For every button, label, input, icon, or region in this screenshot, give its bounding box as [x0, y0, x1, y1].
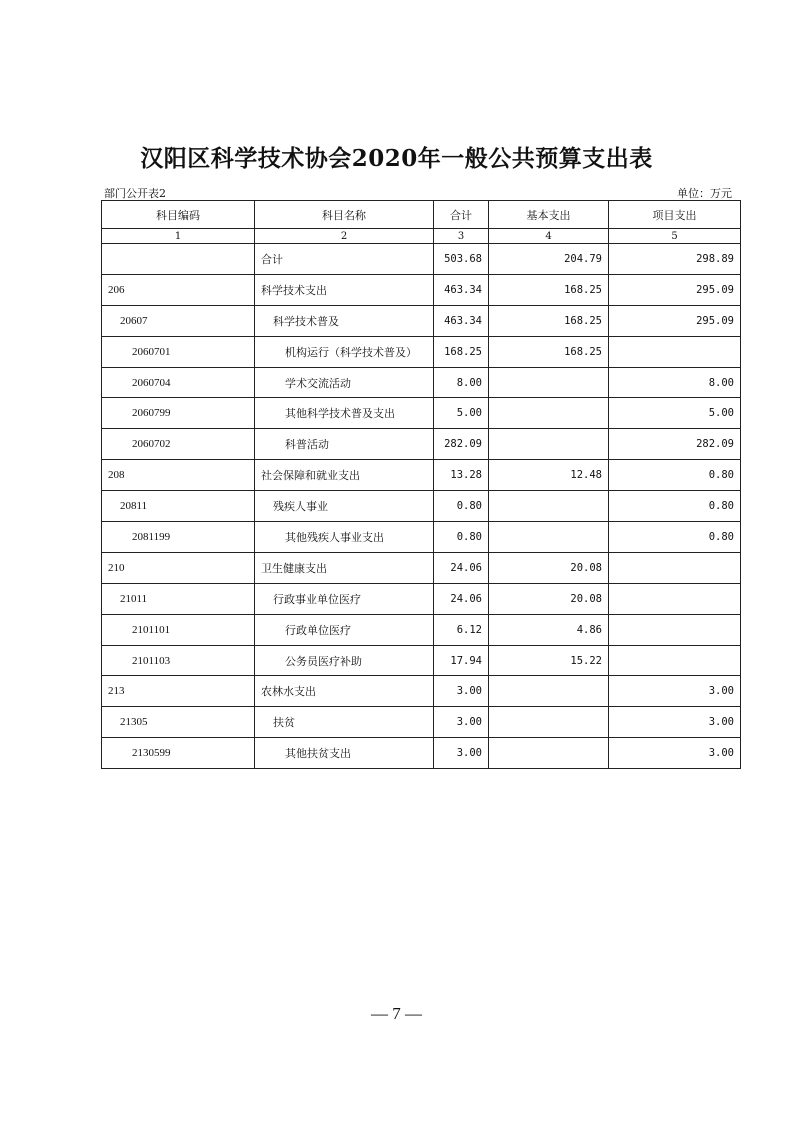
cell-total: 503.68: [434, 244, 489, 275]
header-name: 科目名称: [255, 201, 434, 229]
budget-table: [101, 200, 741, 769]
cell-project: 295.09: [609, 305, 741, 336]
cell-code: 2060702: [102, 429, 255, 460]
cell-code: 210: [102, 552, 255, 583]
cell-project: 0.80: [609, 460, 741, 491]
cell-total: 0.80: [434, 491, 489, 522]
table-body: [102, 244, 741, 769]
cell-project: 5.00: [609, 398, 741, 429]
cell-total: 3.00: [434, 707, 489, 738]
cell-code: 206: [102, 274, 255, 305]
cell-name: 其他扶贫支出: [255, 738, 434, 769]
header-project: 项目支出: [609, 201, 741, 229]
cell-basic: 12.48: [489, 460, 609, 491]
cell-name: 科普活动: [255, 429, 434, 460]
table-row: [102, 336, 741, 367]
cell-code: [102, 244, 255, 275]
header-index: 5: [609, 229, 741, 244]
cell-total: 3.00: [434, 676, 489, 707]
table-row: [102, 305, 741, 336]
table-row: [102, 552, 741, 583]
cell-total: 0.80: [434, 522, 489, 553]
cell-basic: [489, 367, 609, 398]
table-row: [102, 614, 741, 645]
cell-code: 2081199: [102, 522, 255, 553]
cell-basic: [489, 522, 609, 553]
cell-project: [609, 645, 741, 676]
cell-name: 残疾人事业: [255, 491, 434, 522]
cell-total: 463.34: [434, 305, 489, 336]
table-row: [102, 429, 741, 460]
cell-code: 2101101: [102, 614, 255, 645]
table-row: [102, 460, 741, 491]
header-index: 2: [255, 229, 434, 244]
cell-name: 学术交流活动: [255, 367, 434, 398]
table-row: [102, 738, 741, 769]
cell-basic: [489, 738, 609, 769]
cell-code: 20607: [102, 305, 255, 336]
cell-name: 机构运行（科学技术普及）: [255, 336, 434, 367]
cell-basic: [489, 491, 609, 522]
cell-project: 8.00: [609, 367, 741, 398]
cell-project: [609, 336, 741, 367]
cell-name: 社会保障和就业支出: [255, 460, 434, 491]
cell-project: 0.80: [609, 491, 741, 522]
table-row: [102, 491, 741, 522]
cell-name: 其他残疾人事业支出: [255, 522, 434, 553]
table-row: [102, 645, 741, 676]
cell-total: 5.00: [434, 398, 489, 429]
cell-code: 2060701: [102, 336, 255, 367]
cell-total: 24.06: [434, 552, 489, 583]
header-total: 合计: [434, 201, 489, 229]
table-row: [102, 522, 741, 553]
cell-project: [609, 614, 741, 645]
header-index: 1: [102, 229, 255, 244]
cell-name: 公务员医疗补助: [255, 645, 434, 676]
cell-project: [609, 552, 741, 583]
table-row: [102, 398, 741, 429]
cell-project: 298.89: [609, 244, 741, 275]
cell-name: 行政单位医疗: [255, 614, 434, 645]
header-index: 4: [489, 229, 609, 244]
cell-code: 21305: [102, 707, 255, 738]
cell-code: 208: [102, 460, 255, 491]
cell-project: 3.00: [609, 707, 741, 738]
header-row: [102, 201, 741, 229]
cell-total: 13.28: [434, 460, 489, 491]
cell-name: 合计: [255, 244, 434, 275]
cell-total: 463.34: [434, 274, 489, 305]
table-row: [102, 274, 741, 305]
cell-code: 20811: [102, 491, 255, 522]
unit-label: 单位：万元: [677, 187, 732, 200]
table-row: [102, 707, 741, 738]
cell-code: 2060799: [102, 398, 255, 429]
cell-basic: 4.86: [489, 614, 609, 645]
cell-project: 3.00: [609, 738, 741, 769]
cell-basic: 20.08: [489, 583, 609, 614]
cell-project: 295.09: [609, 274, 741, 305]
cell-total: 17.94: [434, 645, 489, 676]
cell-code: 2130599: [102, 738, 255, 769]
cell-basic: 204.79: [489, 244, 609, 275]
cell-name: 科学技术支出: [255, 274, 434, 305]
cell-basic: 168.25: [489, 305, 609, 336]
cell-basic: [489, 707, 609, 738]
page-title: 汉阳区科学技术协会2020年一般公共预算支出表: [140, 145, 653, 172]
table-row: [102, 676, 741, 707]
cell-project: 3.00: [609, 676, 741, 707]
cell-basic: [489, 429, 609, 460]
cell-total: 24.06: [434, 583, 489, 614]
cell-basic: 15.22: [489, 645, 609, 676]
cell-total: 168.25: [434, 336, 489, 367]
cell-code: 213: [102, 676, 255, 707]
header-basic: 基本支出: [489, 201, 609, 229]
cell-name: 农林水支出: [255, 676, 434, 707]
cell-total: 282.09: [434, 429, 489, 460]
cell-name: 行政事业单位医疗: [255, 583, 434, 614]
cell-basic: 168.25: [489, 274, 609, 305]
cell-total: 6.12: [434, 614, 489, 645]
cell-total: 3.00: [434, 738, 489, 769]
header-index-row: [102, 229, 741, 244]
cell-project: 0.80: [609, 522, 741, 553]
cell-basic: 168.25: [489, 336, 609, 367]
page-number: — 7 —: [371, 1004, 422, 1023]
cell-basic: [489, 676, 609, 707]
table-row: [102, 583, 741, 614]
cell-basic: 20.08: [489, 552, 609, 583]
cell-name: 其他科学技术普及支出: [255, 398, 434, 429]
cell-project: 282.09: [609, 429, 741, 460]
cell-code: 2060704: [102, 367, 255, 398]
cell-project: [609, 583, 741, 614]
cell-name: 科学技术普及: [255, 305, 434, 336]
cell-total: 8.00: [434, 367, 489, 398]
cell-name: 卫生健康支出: [255, 552, 434, 583]
header-code: 科目编码: [102, 201, 255, 229]
cell-name: 扶贫: [255, 707, 434, 738]
header-index: 3: [434, 229, 489, 244]
table-row: [102, 244, 741, 275]
table-label: 部门公开表2: [104, 187, 166, 200]
table-row: [102, 367, 741, 398]
cell-code: 21011: [102, 583, 255, 614]
cell-code: 2101103: [102, 645, 255, 676]
cell-basic: [489, 398, 609, 429]
